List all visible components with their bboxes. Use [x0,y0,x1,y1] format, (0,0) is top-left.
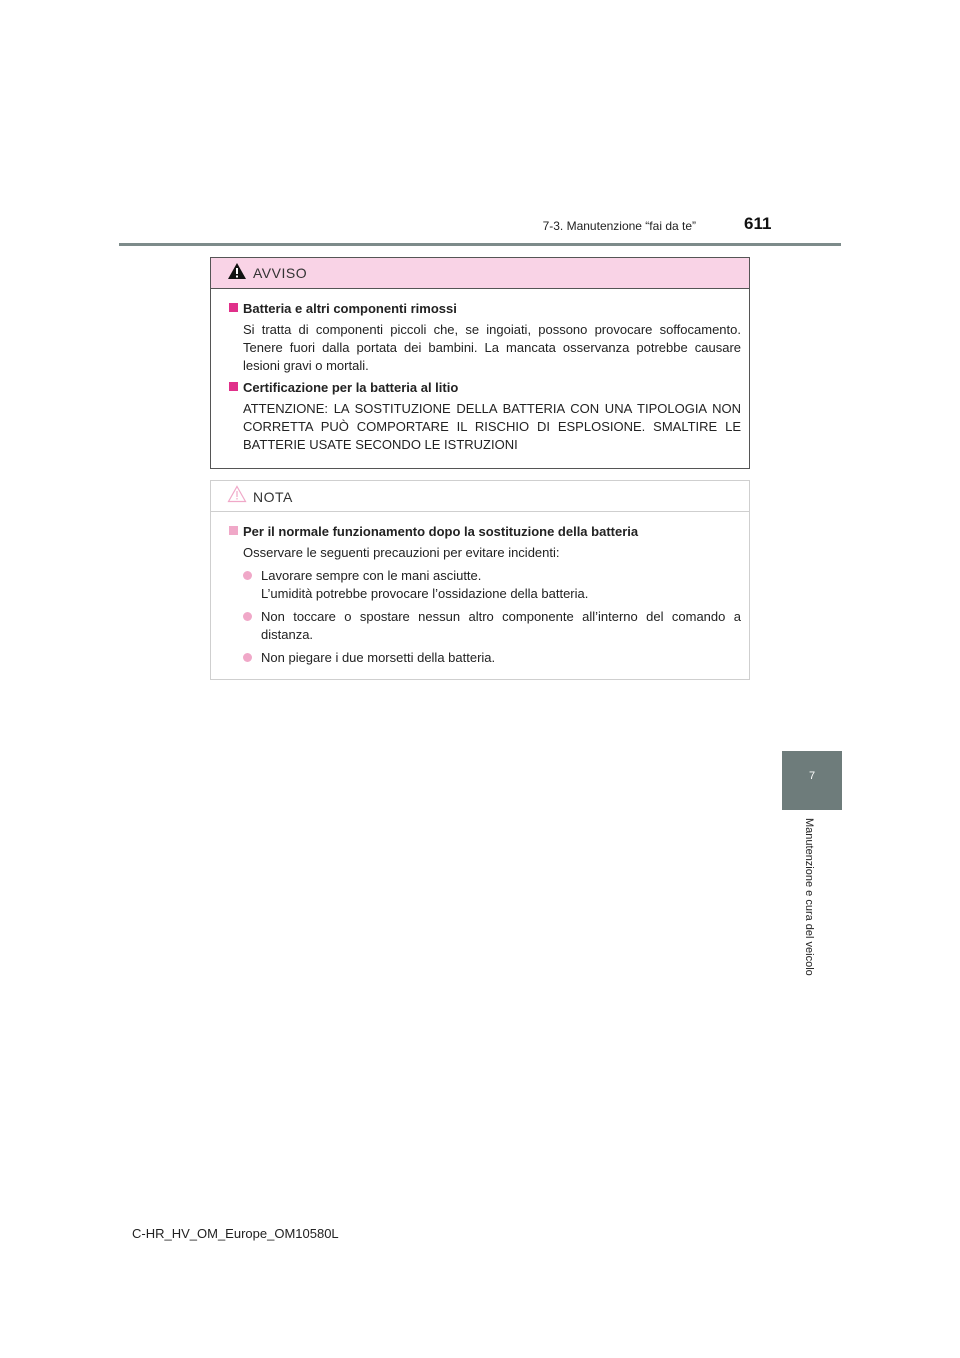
bullet-dot-icon [243,571,252,580]
notice-title: NOTA [253,489,293,505]
bullet-dot-icon [243,653,252,662]
notice-heading: Per il normale funzionamento dopo la sostituzione della batteria [229,523,741,541]
warning-item [229,379,741,454]
page-number: 611 [744,214,772,233]
header-rule [119,243,841,246]
bullet-dot-icon [243,612,252,621]
warning-item-heading: Batteria e altri componenti rimossi [229,300,741,318]
list-item: Non piegare i due morsetti della batteria. [229,649,741,667]
square-bullet-icon [229,526,238,535]
notice-intro: Osservare le seguenti precauzioni per evitare incidenti: [243,545,560,560]
manual-code: C-HR_HV_OM_Europe_OM10580L [132,1226,339,1241]
notice-header [211,481,749,512]
warning-triangle-icon [227,262,247,280]
notice-content [229,523,741,667]
section-title: 7-3. Manutenzione “fai da te” [542,219,696,233]
chapter-label: Manutenzione e cura del veicolo [803,818,815,976]
warning-header [211,258,749,289]
warning-title: AVVISO [253,265,308,281]
square-bullet-icon [229,303,238,312]
caution-triangle-icon [227,485,247,503]
warning-item-text: Si tratta di componenti piccoli che, se ingoiati, possono provocare soffocamento. Tenere fuori dalla portata dei bambini. La mancata osservanza potrebbe causare lesioni gravi o mortali. [243,322,741,373]
square-bullet-icon [229,382,238,391]
list-item: Non toccare o spostare nessun altro componente all’interno del comando a distanza. [229,608,741,644]
warning-item [229,300,741,375]
warning-item-heading: Certificazione per la batteria al litio [229,379,741,397]
warning-item-text: ATTENZIONE: LA SOSTITUZIONE DELLA BATTERIA CON UNA TIPOLOGIA NON CORRETTA PUÒ COMPORTARE IL RISCHIO DI ESPLOSIONE. SMALTIRE LE BATTERIE USATE SECONDO LE ISTRUZIONI [243,401,741,452]
notice-box [210,480,750,680]
list-item: Lavorare sempre con le mani asciutte. L’umidità potrebbe provocare l’ossidazione della batteria. [229,567,741,603]
warning-box [210,257,750,469]
chapter-number: 7 [808,770,816,782]
